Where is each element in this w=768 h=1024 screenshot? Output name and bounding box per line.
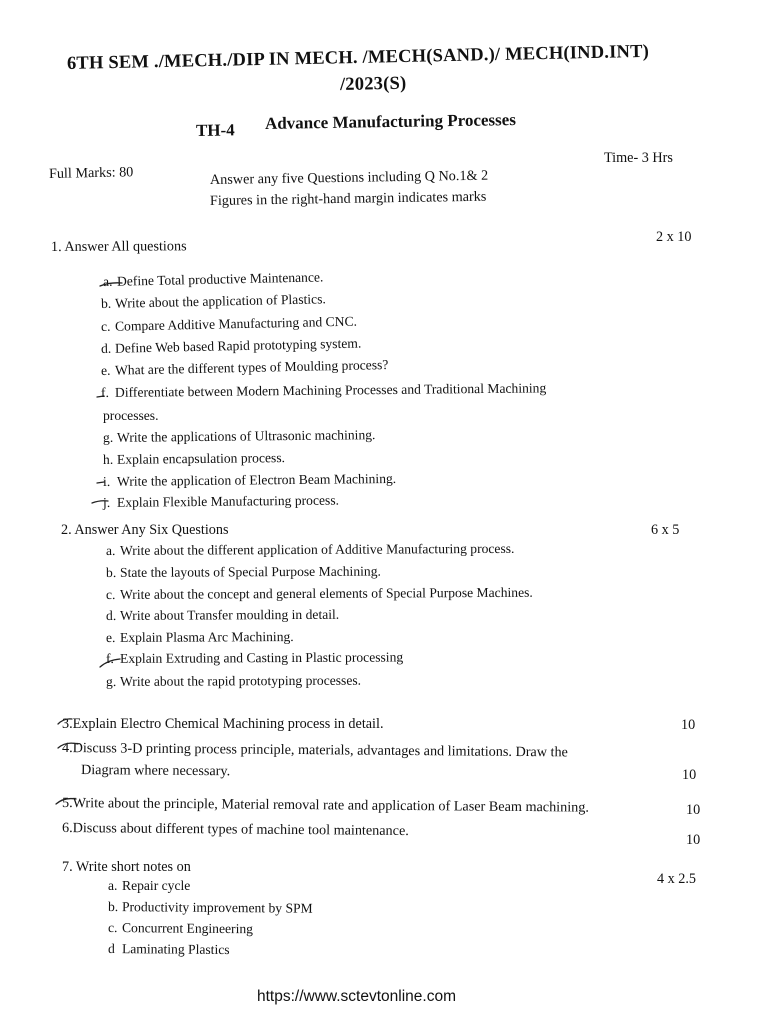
q7-item: c. Concurrent Engineering — [107, 920, 254, 937]
q2-item: f. Explain Extruding and Casting in Plastic processing — [105, 649, 404, 666]
q1-marks: 2 x 10 — [656, 229, 692, 245]
q7-item: d Laminating Plastics — [107, 941, 230, 958]
q1-item: a. Define Total productive Maintenance. — [102, 269, 324, 289]
q2-item: e. Explain Plasma Arc Machining. — [105, 629, 294, 645]
instruction-line-2: Figures in the right-hand margin indicates marks — [209, 188, 487, 209]
instruction-line-1: Answer any five Questions including Q No.1& 2 — [209, 167, 489, 188]
subject-title: Advance Manufacturing Processes — [264, 110, 517, 133]
q2-item: a. Write about the different application of Additive Manufacturing process. — [105, 540, 515, 558]
q1-item-continuation: processes. — [103, 408, 159, 423]
q2-marks: 6 x 5 — [651, 522, 680, 538]
q1-item: b. Write about the application of Plastics. — [100, 291, 326, 311]
q5-text: 5.Write about the principle, Material removal rate and application of Laser Beam machining. — [61, 795, 589, 816]
time-allowed: Time- 3 Hrs — [604, 150, 673, 166]
year-header: /2023(S) — [339, 73, 407, 95]
q1-item: i. Write the application of Electron Beam Machining. — [102, 470, 397, 489]
q2-title: 2. Answer Any Six Questions — [61, 522, 229, 538]
q7-title: 7. Write short notes on — [62, 859, 191, 875]
paper-code: TH-4 — [195, 120, 235, 140]
q2-item: g. Write about the rapid prototyping processes. — [105, 672, 362, 689]
q5-marks: 10 — [686, 802, 701, 818]
footer-url: https://www.sctevtonline.com — [257, 988, 456, 1005]
q1-item: j. Explain Flexible Manufacturing process. — [102, 492, 340, 510]
q1-item: f. Differentiate between Modern Machining Processes and Traditional Machining — [100, 380, 547, 400]
q2-item: b. State the layouts of Special Purpose Machining. — [105, 563, 381, 580]
q4-text-continuation: Diagram where necessary. — [80, 762, 231, 780]
q3-text: 3.Explain Electro Chemical Machining process in detail. — [62, 716, 384, 732]
q7-item: a. Repair cycle — [108, 878, 191, 893]
q1-item: h. Explain encapsulation process. — [102, 450, 286, 467]
q2-item: d. Write about Transfer moulding in detail. — [105, 606, 340, 623]
q7-item: b. Productivity improvement by SPM — [107, 899, 313, 916]
q1-item: e. What are the different types of Moulding process? — [100, 356, 389, 378]
q4-marks: 10 — [682, 767, 697, 783]
q1-item: g. Write the applications of Ultrasonic machining. — [102, 427, 376, 445]
q1-title: 1. Answer All questions — [50, 238, 187, 255]
q3-marks: 10 — [681, 717, 696, 733]
q1-item: d. Define Web based Rapid prototyping system. — [100, 335, 362, 356]
q1-item: c. Compare Additive Manufacturing and CNC. — [100, 313, 358, 334]
q2-item: c. Write about the concept and general elements of Special Purpose Machines. — [105, 584, 533, 602]
q4-text: 4.Discuss 3-D printing process principle, materials, advantages and limitations. Draw the — [61, 740, 568, 761]
q6-marks: 10 — [686, 832, 701, 848]
semester-header: 6TH SEM ./MECH./DIP IN MECH. /MECH(SAND.)/ MECH(IND.INT) — [66, 41, 650, 74]
full-marks: Full Marks: 80 — [48, 164, 134, 182]
q6-text: 6.Discuss about different types of machine tool maintenance. — [61, 820, 409, 840]
q7-marks: 4 x 2.5 — [657, 871, 697, 887]
